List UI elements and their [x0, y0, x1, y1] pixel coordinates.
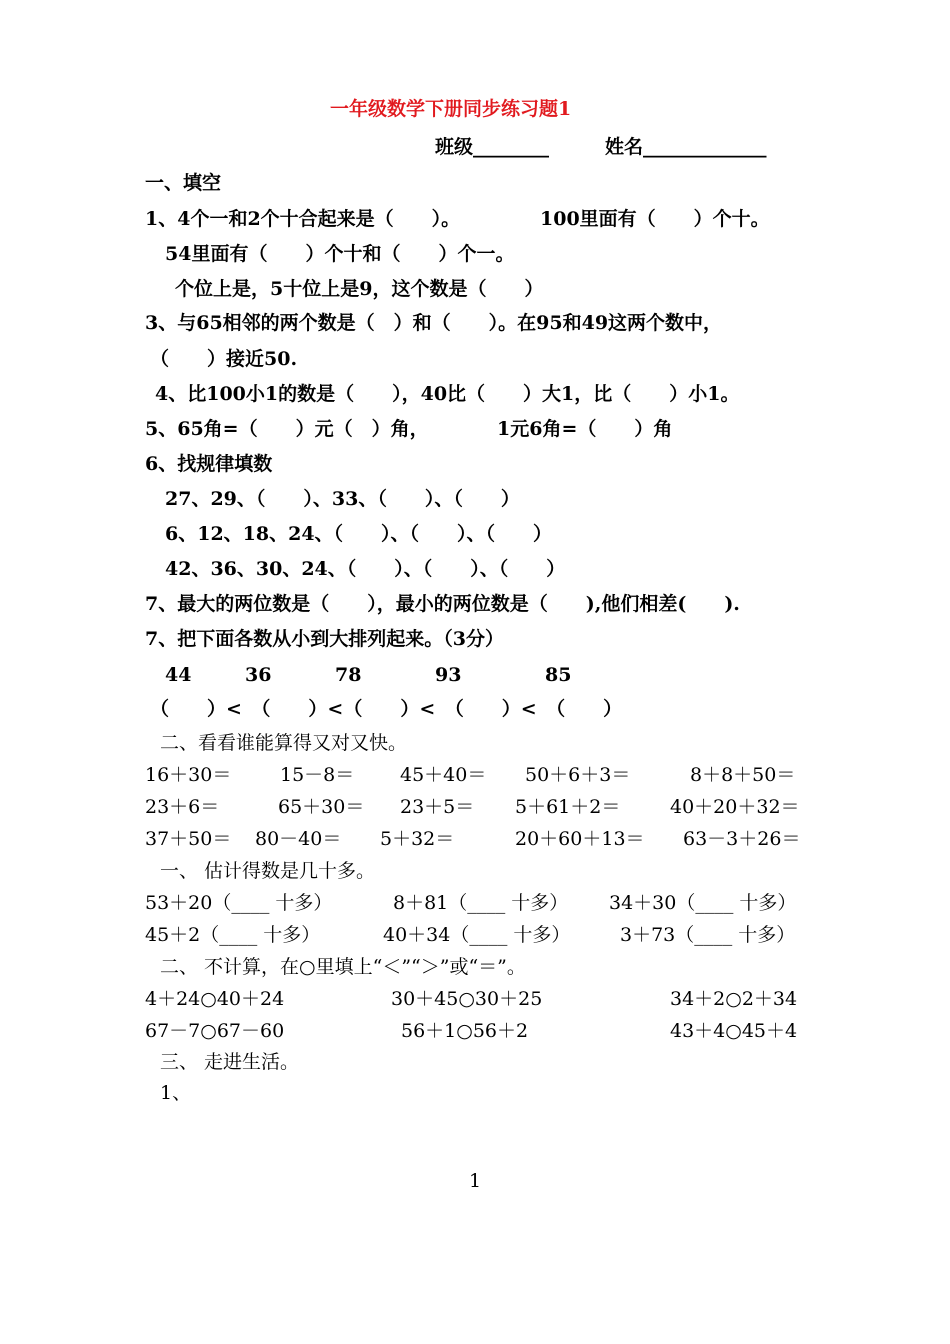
- question-4: 4、比100小1的数是（ ），40比（ ）大1，比（ ）小1。: [155, 383, 740, 405]
- question-1c: 54里面有（ ）个十和（ ）个一。: [165, 243, 515, 265]
- section4-heading: 二、 不计算，在○里填上“＜”“＞”或“＝”。: [160, 956, 526, 978]
- estimate-r2c2: 40＋34（____ 十多）: [383, 924, 571, 946]
- section1-heading: 一、填空: [145, 172, 222, 194]
- order-line: （ ）< （ ）<（ ）< （ ）< （ ）: [150, 698, 623, 720]
- calc-r2c5: 40＋20＋32＝: [670, 796, 800, 818]
- sequence-3: 42、36、30、24、（ ）、（ ）、（ ）: [165, 558, 566, 580]
- question-5b: 1元6角=（ ）角: [497, 418, 673, 440]
- section2-heading: 二、看看谁能算得又对又快。: [160, 732, 408, 754]
- estimate-r2c3: 3＋73（____ 十多）: [620, 924, 796, 946]
- calc-r3c3: 5＋32＝: [380, 828, 455, 850]
- calc-r1c5: 8＋8＋50＝: [690, 764, 796, 786]
- number-78: 78: [335, 664, 362, 686]
- estimate-r2c1: 45＋2（____ 十多）: [145, 924, 321, 946]
- question-1a: 1、4个一和2个十合起来是（ ）。: [145, 208, 461, 230]
- compare-r1c1: 4＋24○40＋24: [145, 988, 285, 1010]
- class-field: 班级________: [435, 136, 550, 158]
- calc-r2c2: 65＋30＝: [278, 796, 365, 818]
- calc-r3c2: 80－40＝: [255, 828, 342, 850]
- section3-heading: 一、 估计得数是几十多。: [160, 860, 376, 882]
- calc-r2c3: 23＋5＝: [400, 796, 475, 818]
- calc-r1c4: 50＋6＋3＝: [525, 764, 631, 786]
- section5-heading: 三、 走进生活。: [160, 1051, 300, 1073]
- page-number: 1: [469, 1170, 482, 1192]
- section5-item-1: 1、: [160, 1082, 192, 1104]
- calc-r3c1: 37＋50＝: [145, 828, 232, 850]
- question-5a: 5、65角=（ ）元（ ）角，: [145, 418, 429, 440]
- number-44: 44: [165, 664, 192, 686]
- estimate-r1c1: 53＋20（____ 十多）: [145, 892, 333, 914]
- compare-r1c3: 34＋2○2＋34: [670, 988, 798, 1010]
- compare-r2c3: 43＋4○45＋4: [670, 1020, 798, 1042]
- sequence-2: 6、12、18、24、（ ）、（ ）、（ ）: [165, 523, 553, 545]
- number-36: 36: [245, 664, 272, 686]
- estimate-r1c3: 34＋30（____ 十多）: [609, 892, 797, 914]
- sequence-1: 27、29、（ ）、33、（ ）、（ ）: [165, 488, 520, 510]
- question-6: 6、找规律填数: [145, 453, 273, 475]
- compare-r2c1: 67－7○67－60: [145, 1020, 285, 1042]
- calc-r3c4: 20＋60＋13＝: [515, 828, 645, 850]
- calc-r1c2: 15－8＝: [280, 764, 355, 786]
- page-title: 一年级数学下册同步练习题1: [330, 98, 572, 120]
- estimate-r1c2: 8＋81（____ 十多）: [393, 892, 569, 914]
- calc-r2c4: 5＋61＋2＝: [515, 796, 621, 818]
- question-3a: 3、与65相邻的两个数是（ ）和（ ）。在95和49这两个数中，: [145, 312, 723, 334]
- calc-r2c1: 23＋6＝: [145, 796, 220, 818]
- number-85: 85: [545, 664, 572, 686]
- question-3b: （ ）接近50.: [150, 348, 298, 370]
- question-7: 7、最大的两位数是（ ），最小的两位数是（ ),他们相差( ).: [145, 593, 740, 615]
- compare-r1c2: 30＋45○30＋25: [391, 988, 543, 1010]
- number-93: 93: [435, 664, 462, 686]
- calc-r3c5: 63－3＋26＝: [683, 828, 801, 850]
- calc-r1c1: 16＋30＝: [145, 764, 232, 786]
- question-1d: 个位上是，5十位上是9，这个数是（ ）: [175, 278, 544, 300]
- question-1b: 100里面有（ ）个十。: [540, 208, 770, 230]
- compare-r2c2: 56＋1○56＋2: [401, 1020, 529, 1042]
- calc-r1c3: 45＋40＝: [400, 764, 487, 786]
- name-field: 姓名_____________: [605, 136, 767, 158]
- question-7b: 7、把下面各数从小到大排列起来。（3分）: [145, 628, 504, 650]
